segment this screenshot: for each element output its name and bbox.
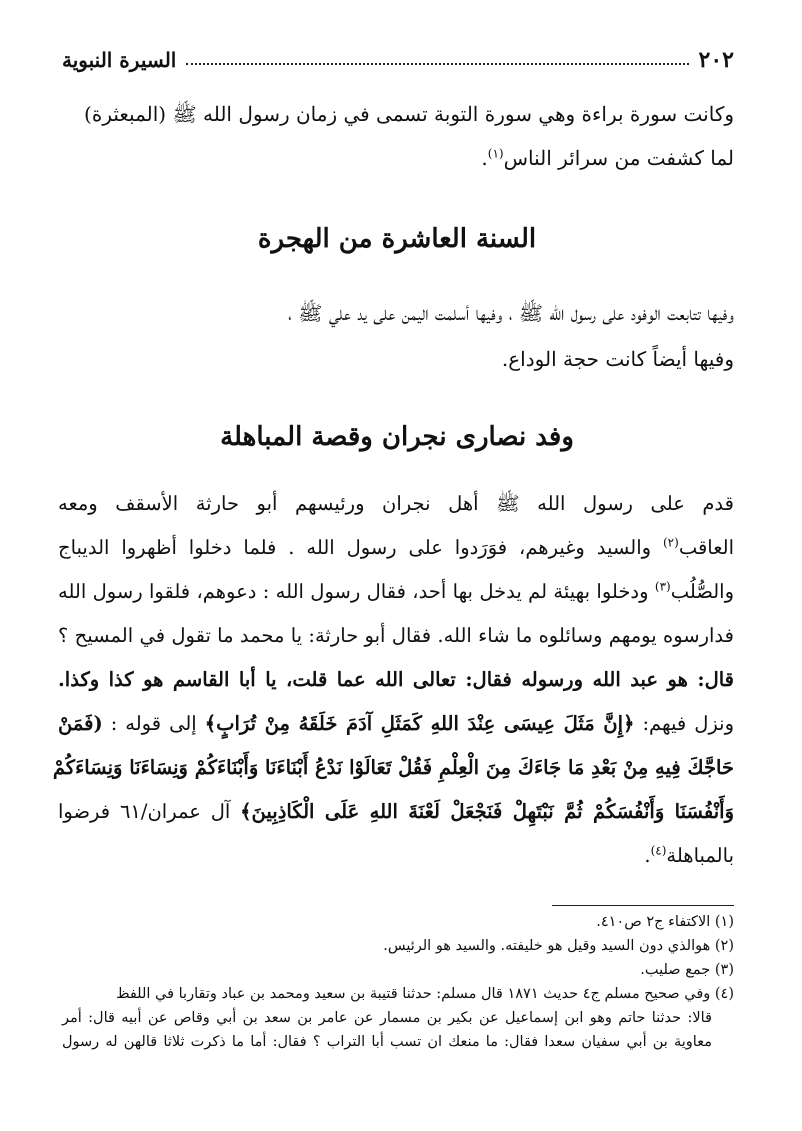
najran-line-6-c: إلى قوله : (110, 712, 197, 735)
quran-verse-line-7: حَاجَّكَ فِيهِ مِنْ بَعْدِ مَا جَاءَكَ مِنَ الْعِلْمِ فَقُلْ تَعَالَوْا نَدْعُ أَبْنَاءَنَا وَأَبْنَاءَكُمْ وَنِسَاءَنَا وَنِسَاءَكُمْ (52, 756, 734, 779)
intro-line-2-end: . (481, 146, 488, 170)
header-dotted-leader (186, 63, 688, 65)
najran-line-9-end: . (644, 844, 651, 867)
running-header (62, 40, 734, 80)
najran-line-5: قال: هو عبد الله ورسوله فقال: تعالى الله عما قلت، يا أبا القاسم هو كذا وكذا. (58, 668, 734, 691)
footnote-1: (١) الاكتفاء ج٢ ص٤١٠. (596, 914, 734, 930)
intro-line-2-text: لما كشفت من سرائر الناس (503, 146, 734, 170)
najran-line-6-a: ونزل فيهم: (642, 712, 734, 735)
footnotes (62, 910, 734, 1054)
tenth-year-line-2: وفيها أيضاً كانت حجة الوداع. (501, 347, 734, 371)
najran-line-9 (58, 834, 734, 878)
najran-line-6 (58, 702, 734, 746)
quran-verse-start: ﴿إِنَّ مَثَلَ عِيسَى عِنْدَ اللهِ كَمَثَلِ آدَمَ خَلَقَهُ مِنْ تُرَابٍ﴾ (204, 712, 635, 735)
footnote-ref-4[interactable]: (٤) (650, 843, 667, 858)
footnote-4-continued-1: قالا: حدثنا حاتم وهو ابن إسماعيل عن بكير بن مسمار عن عامر بن سعد بن أبي وقاص عن أبيه قال: أمر (62, 1010, 712, 1026)
najran-line-3-a: والصُّلُب (670, 580, 735, 603)
najran-line-8-b: آل عمران/٦١ فرضوا (58, 800, 231, 823)
najran-paragraph (52, 482, 735, 878)
najran-line-3-b: ودخلوا بهيئة لم يدخل بها أحد، فقال رسول الله : دعوهم، فلقوا رسول الله (58, 580, 649, 603)
footnote-3: (٣) جمع صليب. (640, 962, 734, 978)
najran-line-8 (58, 790, 734, 834)
footnote-ref-2[interactable]: (٢) (662, 535, 679, 550)
footnote-4: (٤) وفي صحيح مسلم ج٤ حديث ١٨٧١ قال مسلم: حدثنا قتيبة بن سعيد ومحمد بن عباد وتقاربا في اللفظ (116, 986, 734, 1002)
footnote-ref-3[interactable]: (٣) (654, 579, 671, 594)
footnote-2: (٢) هوالذي دون السيد وقيل هو خليفته. والسيد هو الرئيس. (383, 938, 734, 954)
section-heading-najran: وفد نصارى نجران وقصة المباهلة (220, 422, 574, 452)
running-title: السيرة النبوية (62, 48, 177, 72)
footnote-4-continued-2: معاوية بن أبي سفيان سعدا فقال: ما منعك ان تسب أبا التراب ؟ فقال: أما ما ذكرت ثلاثا قالهن له رسول (62, 1034, 712, 1050)
quran-verse-end: وَأَنْفُسَنَا وَأَنْفُسَكُمْ ثُمَّ نَبْتَهِلْ فَنَجْعَلْ لَعْنَةَ اللهِ عَلَى الْكَاذِبِينَ﴾ (240, 800, 734, 823)
footnote-ref-1[interactable]: (١) (487, 146, 504, 161)
tenth-year-paragraph (60, 290, 734, 382)
najran-line-1: قدم على رسول الله ﷺ أهل نجران ورئيسهم أبو حارثة الأسقف ومعه (58, 492, 734, 515)
intro-line-2 (60, 136, 734, 180)
section-heading-tenth-year: السنة العاشرة من الهجرة (257, 224, 537, 254)
najran-line-6-d: (فَمَنْ (58, 712, 103, 735)
intro-paragraph (60, 92, 734, 180)
najran-line-2-b: والسيد وغيرهم، فوَرَدوا على رسول الله . فلما دخلوا أظهروا الديباج (58, 536, 652, 559)
page-number: ٢٠٢ (698, 47, 734, 73)
tenth-year-line-1: وفيها تتابعت الوفود على رسول الله ﷺ ، وفيها أسلمت اليمن على يد علي ﷺ ، (288, 301, 734, 325)
najran-line-9-text: بالمباهلة (666, 844, 734, 867)
intro-line-1: وكانت سورة براءة وهي سورة التوبة تسمى في زمان رسول الله ﷺ (المبعثرة) (84, 102, 734, 126)
footnote-separator (552, 905, 734, 906)
najran-line-2 (58, 526, 734, 570)
najran-line-2-a: العاقب (678, 536, 734, 559)
najran-line-4: فدارسوه يومهم وسائلوه ما شاء الله. فقال أبو حارثة: يا محمد ما تقول في المسيح ؟ (58, 624, 734, 647)
najran-line-3 (58, 570, 734, 614)
